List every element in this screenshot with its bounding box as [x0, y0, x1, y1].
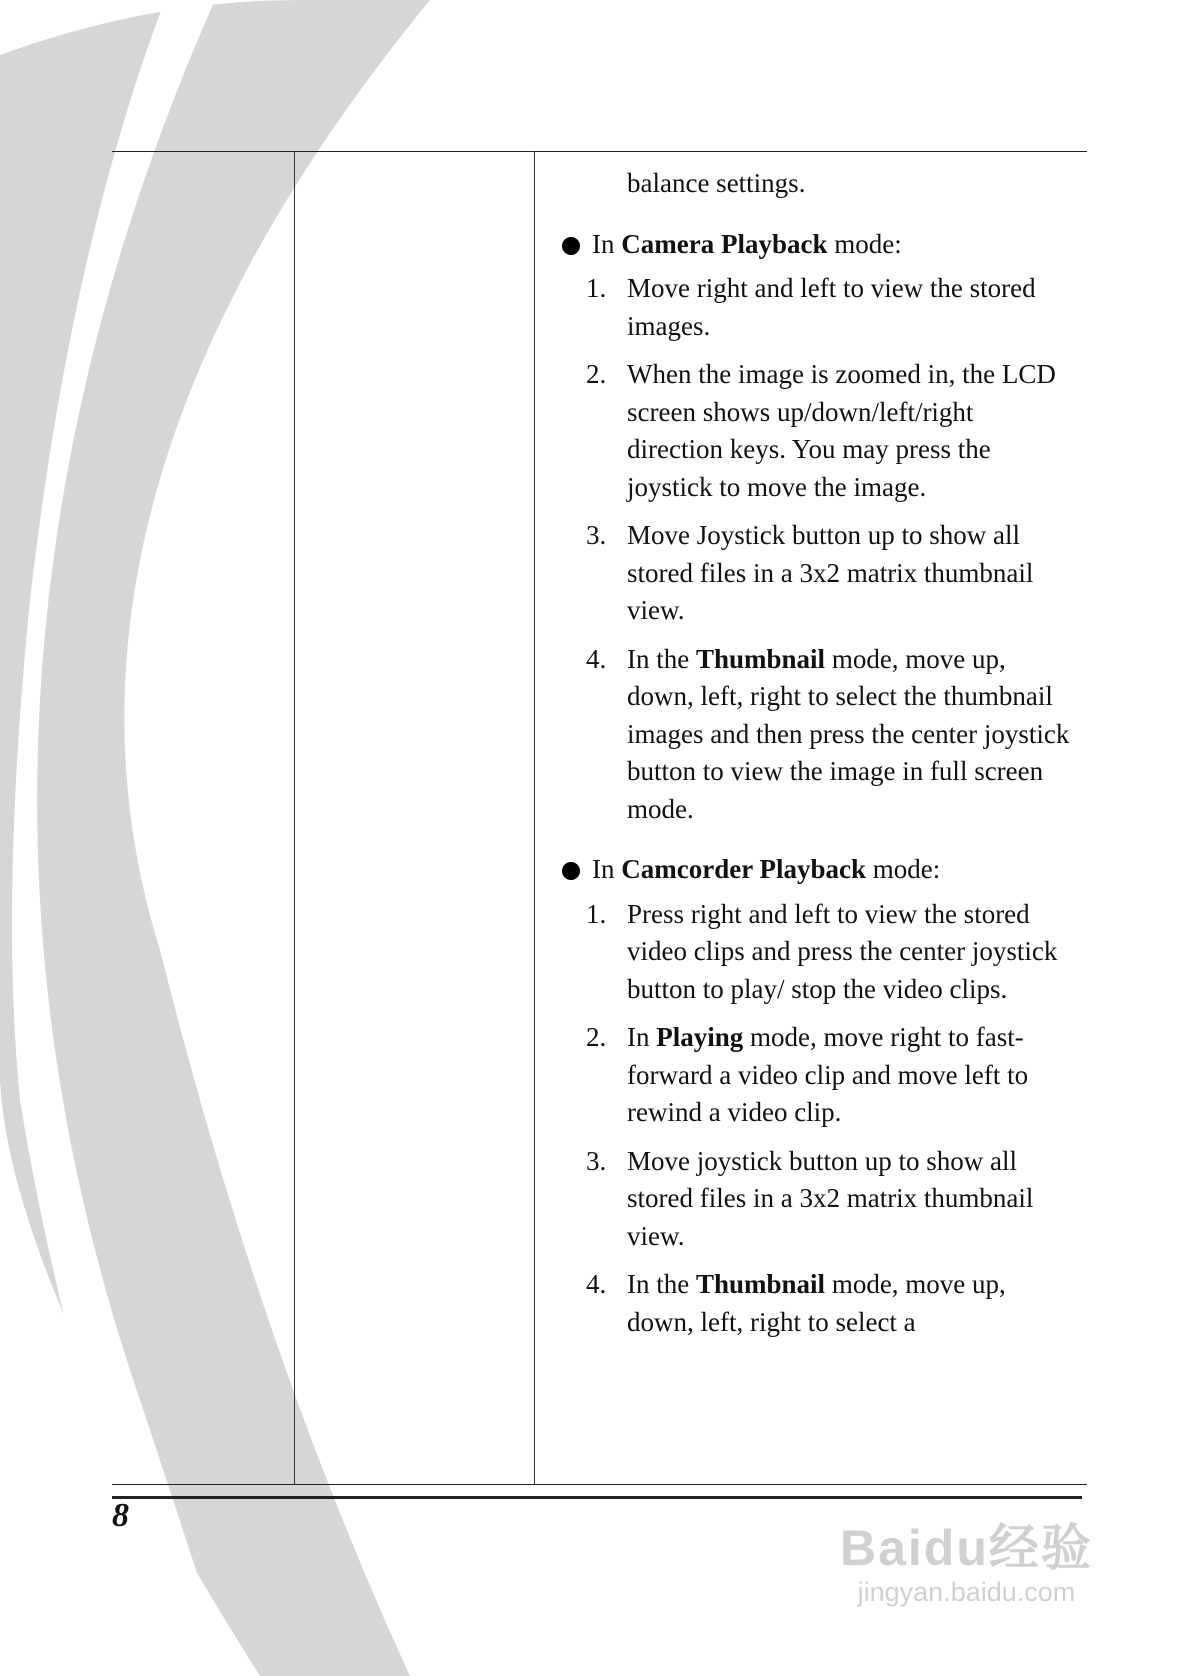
step-text: mode, move up, down, left, right to select the thumbnail images and then press the center joystick button to view the image in full screen mode. — [627, 643, 1070, 824]
watermark-url: jingyan.baidu.com — [857, 1577, 1076, 1607]
swoosh-band-outer — [0, 0, 430, 1676]
step-text: In the — [627, 643, 696, 674]
step-text: Move right and left to view the stored images. — [627, 273, 1036, 341]
intro-mode-name: Camera Playback — [621, 228, 828, 259]
section-intro — [555, 851, 1075, 889]
bullet-dot — [562, 862, 580, 880]
step-item — [555, 641, 1075, 829]
intro-mode-name: Camcorder Playback — [621, 854, 866, 884]
instruction-cell — [555, 165, 1075, 1352]
step-number: 1. — [586, 273, 607, 303]
watermark-logo: Baidu经验 — [840, 1520, 1093, 1576]
step-item — [555, 270, 1075, 345]
step-text: In — [627, 1022, 657, 1052]
continued-text: balance settings. — [627, 168, 806, 198]
step-item — [555, 896, 1075, 1009]
step-number: 1. — [586, 898, 607, 929]
step-text: When the image is zoomed in, the LCD screen shows up/down/left/right direction keys. You may press the joystick to move the image. — [627, 359, 1056, 502]
step-number: 3. — [586, 1145, 607, 1176]
column-divider-left — [294, 151, 295, 1485]
step-number: 3. — [586, 520, 607, 550]
step-item — [555, 356, 1075, 506]
page-number: 8 — [112, 1497, 129, 1534]
watermark — [840, 1520, 1093, 1608]
step-number: 2. — [586, 1022, 607, 1052]
step-text: Press right and left to view the stored video clips and press the center joystick button to play/ stop the video clips. — [627, 898, 1058, 1004]
step-text: Move Joystick button up to show all stored files in a 3x2 matrix thumbnail view. — [627, 520, 1034, 625]
step-text: mode, move up, down, left, right to select a — [627, 1269, 1006, 1337]
table-bottom-rule — [112, 1484, 1087, 1485]
step-list — [555, 896, 1075, 1342]
step-list — [555, 270, 1075, 828]
step-number: 2. — [586, 359, 607, 389]
step-number: 4. — [586, 643, 607, 674]
step-number: 4. — [586, 1269, 607, 1299]
step-item — [555, 1019, 1075, 1132]
intro-suffix: mode: — [827, 228, 902, 259]
table-top-rule — [112, 151, 1087, 152]
bullet-dot — [562, 237, 580, 255]
step-text: In the — [627, 1269, 696, 1299]
step-item — [555, 1266, 1075, 1341]
column-divider-right — [534, 151, 535, 1485]
footer-rule — [112, 1496, 1082, 1499]
step-item — [555, 1143, 1075, 1256]
step-text: mode, move right to fast-forward a video clip and move left to rewind a video clip. — [627, 1022, 1029, 1127]
step-bold-term: Thumbnail — [695, 1269, 826, 1299]
intro-prefix: In — [592, 228, 622, 259]
intro-prefix: In — [592, 854, 622, 884]
intro-suffix: mode: — [865, 854, 941, 884]
step-bold-term: Playing — [656, 1022, 744, 1052]
step-text: Move joystick button up to show all stored files in a 3x2 matrix thumbnail view. — [627, 1145, 1034, 1251]
step-item — [555, 517, 1075, 630]
section-intro — [555, 226, 1075, 264]
step-bold-term: Thumbnail — [695, 643, 826, 674]
